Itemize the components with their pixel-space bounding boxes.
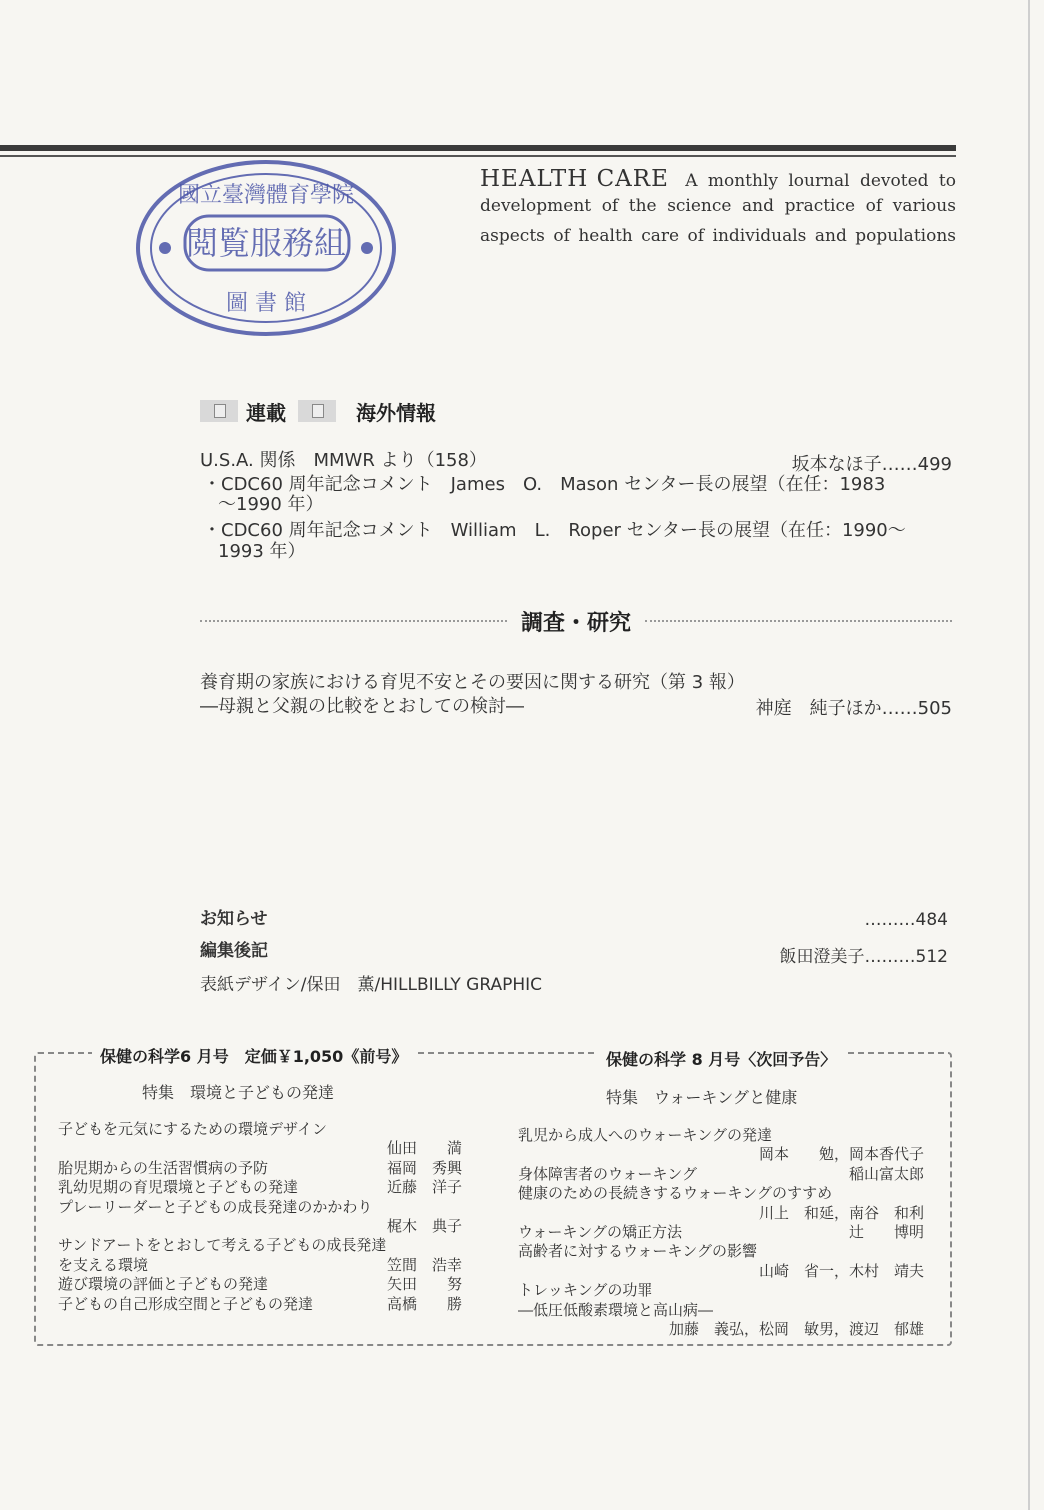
notice-page: ………484	[864, 910, 948, 930]
series-label: 連載	[246, 400, 286, 425]
journal-description-line	[480, 226, 956, 256]
journal-description-line	[480, 166, 956, 196]
article-author: 笠間 浩幸	[386, 1255, 462, 1274]
article-title: 身体障害者のウォーキング	[518, 1164, 697, 1183]
article-author: 稲山富太郎	[848, 1164, 924, 1183]
article-author: 岡本 勉，岡本香代子	[758, 1145, 924, 1164]
article-author: 仙田 満	[386, 1139, 462, 1158]
journal-word: development	[480, 196, 592, 216]
article-author: 川上 和延，南谷 和利	[758, 1203, 924, 1222]
article-title: を支える環境	[58, 1255, 149, 1274]
article-title: 高齢者に対するウォーキングの影響	[518, 1242, 757, 1261]
header-rule-thin	[0, 155, 956, 157]
box-mark-icon	[200, 400, 238, 422]
article-title: 乳児から成人へのウォーキングの発達	[518, 1126, 772, 1144]
postscript-page: 飯田澄美子………512	[779, 947, 948, 967]
article-title: サンドアートをとおして考える子どもの成長発達	[58, 1236, 387, 1255]
journal-word: science	[667, 196, 732, 216]
journal-word: practice	[784, 196, 856, 216]
article-author: 加藤 義弘，松岡 敏男，渡辺 郁雄	[668, 1320, 924, 1338]
journal-word: populations	[855, 226, 956, 246]
research-title-line2: ―母親と父親の比較をとおしての検討―	[200, 696, 524, 717]
journal-word: A	[685, 171, 698, 191]
article-author: 辻 博明	[848, 1223, 924, 1241]
stamp-center-text: 閲覧服務組	[185, 224, 347, 262]
decorative-rule	[200, 620, 507, 622]
journal-word: of	[601, 196, 619, 216]
journal-word: various	[892, 196, 956, 216]
journal-word: to	[938, 171, 956, 191]
library-stamp	[135, 158, 397, 338]
article-title: 乳幼児期の育児環境と子どもの発達	[58, 1178, 299, 1197]
overseas-item2-line1: ・CDC60 周年記念コメント William L. Roper センター長の展望（在任：1990〜	[203, 520, 906, 541]
journal-word: and	[742, 196, 774, 216]
overseas-item2-line2: 1993 年）	[218, 541, 306, 562]
series-heading	[200, 396, 436, 426]
prev-issue-special: 特集 環境と子どもの発達	[142, 1083, 335, 1102]
notice-label: お知らせ	[200, 909, 268, 929]
box-mark-icon	[298, 400, 336, 422]
article-title: 健康のための長続きするウォーキングのすすめ	[518, 1184, 833, 1203]
journal-word: health	[578, 226, 633, 246]
article-title: 子どもを元気にするための環境デザイン	[58, 1120, 327, 1138]
journal-word: individuals	[712, 226, 807, 246]
research-author-page: 神庭 純子ほか……505	[755, 698, 952, 719]
article-title: ―低圧低酸素環境と高山病―	[518, 1300, 714, 1319]
journal-description-line	[480, 196, 956, 226]
journal-word: care	[641, 226, 680, 246]
stamp-bottom-text: 圖 書 館	[226, 291, 306, 316]
decorative-rule	[645, 620, 952, 622]
research-section-label: 調査・研究	[521, 610, 632, 636]
article-title: 遊び環境の評価と子どもの発達	[58, 1275, 269, 1294]
journal-word: devoted	[859, 171, 929, 191]
overseas-item1-line2: 〜1990 年）	[218, 494, 324, 515]
journal-title: HEALTH CARE	[480, 166, 669, 192]
overseas-header: U.S.A. 関係 MMWR より（158）	[200, 450, 487, 471]
article-title: 子どもの自己形成空間と子どもの発達	[58, 1294, 314, 1313]
article-author: 福岡 秀興	[386, 1158, 462, 1177]
overseas-item1-line1: ・CDC60 周年記念コメント James O. Mason センター長の展望（在任：1983	[203, 474, 886, 495]
journal-word: aspects	[480, 226, 545, 246]
journal-word: the	[628, 196, 657, 216]
postscript-label: 編集後記	[200, 941, 268, 961]
article-title: プレーリーダーと子どもの成長発達のかかわり	[58, 1197, 373, 1216]
next-issue-special: 特集 ウォーキングと健康	[606, 1088, 798, 1107]
article-title: 胎児期からの生活習慣病の予防	[58, 1158, 269, 1177]
research-title-line1: 養育期の家族における育児不安とその要因に関する研究（第 3 報）	[200, 672, 745, 693]
article-author: 近藤 洋子	[386, 1178, 462, 1197]
article-title: トレッキングの功罪	[518, 1281, 653, 1300]
article-author: 山崎 省一，木村 靖夫	[758, 1261, 924, 1280]
page-edge-shadow	[1028, 0, 1030, 1510]
journal-word: of	[687, 226, 705, 246]
article-author: 梶木 典子	[386, 1217, 462, 1235]
journal-description	[480, 166, 956, 256]
overseas-author-page: 坂本なほ子……499	[791, 454, 952, 475]
article-author: 矢田 努	[386, 1275, 462, 1294]
research-section-heading	[200, 604, 952, 638]
stamp-top-text: 國立臺灣體育學院	[177, 183, 355, 208]
next-issue-heading: 保健の科学 8 月号〈次回予告〉	[598, 1047, 844, 1070]
article-author: 高橋 勝	[386, 1294, 462, 1313]
journal-word: of	[553, 226, 570, 246]
cover-design-credit: 表紙デザイン/保田 薫/HILLBILLY GRAPHIC	[200, 975, 542, 995]
journal-word: of	[865, 196, 883, 216]
series-title: 海外情報	[356, 400, 436, 425]
header-rule	[0, 145, 956, 151]
journal-word: lournal	[788, 171, 850, 191]
journal-word: and	[814, 226, 847, 246]
prev-issue-heading: 保健の科学6 月号 定価￥1,050《前号》	[92, 1044, 415, 1067]
journal-word: monthly	[707, 171, 778, 191]
article-title: ウォーキングの矯正方法	[518, 1223, 682, 1241]
